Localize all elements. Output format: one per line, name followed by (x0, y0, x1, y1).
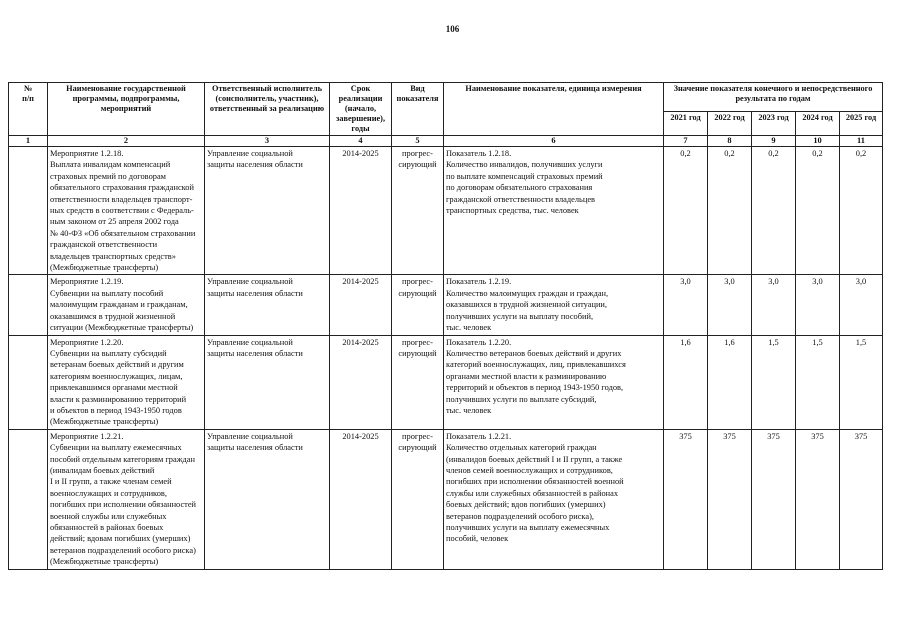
measure-name: Мероприятие 1.2.20. Субвенции на выплату субсидий ветеранам боевых действий и другим категориям военнослужащих, лицам, привлекавшимся органами местной власти к разминированию территорий и объектов в период 1943-1950 годов (Межбюджетные трансферты) (48, 335, 205, 429)
responsible-cell: Управление социальной защиты населения области (205, 275, 330, 335)
column-number: 2 (48, 136, 205, 147)
value-cell: 0,2 (796, 147, 840, 275)
header-year: 2024 год (796, 112, 840, 136)
responsible-cell: Управление социальной защиты населения области (205, 335, 330, 429)
indicator-cell: Показатель 1.2.18. Количество инвалидов, получивших услуги по выплате компенсаций страховых премий по договорам обязательного страхования гражданской ответственности владельцев транспортных средства, тыс. человек (444, 147, 664, 275)
value-cell: 1,5 (752, 335, 796, 429)
column-number: 1 (9, 136, 48, 147)
value-cell: 375 (664, 429, 708, 569)
row-num-cell (9, 275, 48, 335)
value-cell: 0,2 (664, 147, 708, 275)
indicator-cell: Показатель 1.2.20. Количество ветеранов боевых действий и других категорий военнослужащих, лиц, привлекавшихся органами местной власти к разминированию территорий и объектов в период 1943-1950 годов, получивших услуги по выплате субсидий, тыс. человек (444, 335, 664, 429)
value-cell: 375 (840, 429, 883, 569)
value-cell: 1,5 (796, 335, 840, 429)
term-cell: 2014-2025 (330, 147, 392, 275)
header-year: 2022 год (708, 112, 752, 136)
value-cell: 3,0 (752, 275, 796, 335)
value-cell: 375 (752, 429, 796, 569)
value-cell: 375 (708, 429, 752, 569)
header-responsible: Ответственный исполнитель (соисполнитель, участник), ответственный за реализацию (205, 83, 330, 136)
responsible-cell: Управление социальной защиты населения области (205, 147, 330, 275)
header-year: 2023 год (752, 112, 796, 136)
header-indicator: Наименование показателя, единица измерения (444, 83, 664, 136)
kind-cell: прогрес- сирующий (392, 147, 444, 275)
column-number: 7 (664, 136, 708, 147)
row-num-cell (9, 147, 48, 275)
header-term: Срок реализации (начало, завершение), годы (330, 83, 392, 136)
header-kind: Вид показателя (392, 83, 444, 136)
responsible-cell: Управление социальной защиты населения области (205, 429, 330, 569)
kind-cell: прогрес- сирующий (392, 275, 444, 335)
indicator-cell: Показатель 1.2.19. Количество малоимущих граждан и граждан, оказавшихся в трудной жизненной ситуации, получивших услуги на выплату пособий, тыс. человек (444, 275, 664, 335)
kind-cell: прогрес- сирующий (392, 429, 444, 569)
header-num: № п/п (9, 83, 48, 136)
value-cell: 0,2 (708, 147, 752, 275)
measure-name: Мероприятие 1.2.19. Субвенции на выплату пособий малоимущим гражданам и гражданам, оказавшимся в трудной жизненной ситуации (Межбюджетные трансферты) (48, 275, 205, 335)
header-year: 2025 год (840, 112, 883, 136)
page-number: 106 (445, 24, 460, 34)
header-values-group: Значение показателя конечного и непосредственного результата по годам (664, 83, 883, 112)
indicator-cell: Показатель 1.2.21. Количество отдельных категорий граждан (инвалидов боевых действий I и II групп, а также членов семей военнослужащих и сотрудников, погибших при исполнении обязанностей военной службы или служебных обязанностей в районах боевых действий; вдов погибших (умерших) ветеранов подразделений особого риска), получивших услуги на выплату ежемесячных пособий, человек (444, 429, 664, 569)
term-cell: 2014-2025 (330, 275, 392, 335)
column-number: 8 (708, 136, 752, 147)
measure-name: Мероприятие 1.2.21. Субвенции на выплату ежемесячных пособий отдельным категориям граждан (инвалидам боевых действий I и II групп, а также членам семей военнослужащих и сотрудников, погибших при исполнении обязанностей военной службы или служебных обязанностей в районах боевых действий; вдовам погибших (умерших) ветеранов подразделений особого риска) (Межбюджетные трансферты) (48, 429, 205, 569)
header-row (9, 83, 883, 112)
term-cell: 2014-2025 (330, 335, 392, 429)
column-number: 4 (330, 136, 392, 147)
program-table (8, 82, 883, 570)
row-num-cell (9, 429, 48, 569)
value-cell: 1,6 (708, 335, 752, 429)
column-number: 3 (205, 136, 330, 147)
column-numbers-row (9, 136, 883, 147)
value-cell: 3,0 (840, 275, 883, 335)
table-row (9, 147, 883, 275)
column-number: 10 (796, 136, 840, 147)
value-cell: 375 (796, 429, 840, 569)
header-program: Наименование государственной программы, подпрограммы, мероприятий (48, 83, 205, 136)
table-row (9, 275, 883, 335)
value-cell: 0,2 (752, 147, 796, 275)
value-cell: 0,2 (840, 147, 883, 275)
kind-cell: прогрес- сирующий (392, 335, 444, 429)
table-row (9, 429, 883, 569)
column-number: 5 (392, 136, 444, 147)
row-num-cell (9, 335, 48, 429)
value-cell: 1,5 (840, 335, 883, 429)
value-cell: 3,0 (708, 275, 752, 335)
value-cell: 3,0 (664, 275, 708, 335)
value-cell: 3,0 (796, 275, 840, 335)
value-cell: 1,6 (664, 335, 708, 429)
header-year: 2021 год (664, 112, 708, 136)
column-number: 11 (840, 136, 883, 147)
column-number: 6 (444, 136, 664, 147)
column-number: 9 (752, 136, 796, 147)
measure-name: Мероприятие 1.2.18. Выплата инвалидам компенсаций страховых премий по договорам обязательного страхования гражданской ответственности владельцев транспорт- ных средств в соответствии с Федераль- ным законом от 25 апреля 2002 года № 40-ФЗ «Об обязательном страховании гражданской ответственности владельцев транспортных средств» (Межбюджетные трансферты) (48, 147, 205, 275)
term-cell: 2014-2025 (330, 429, 392, 569)
table-row (9, 335, 883, 429)
